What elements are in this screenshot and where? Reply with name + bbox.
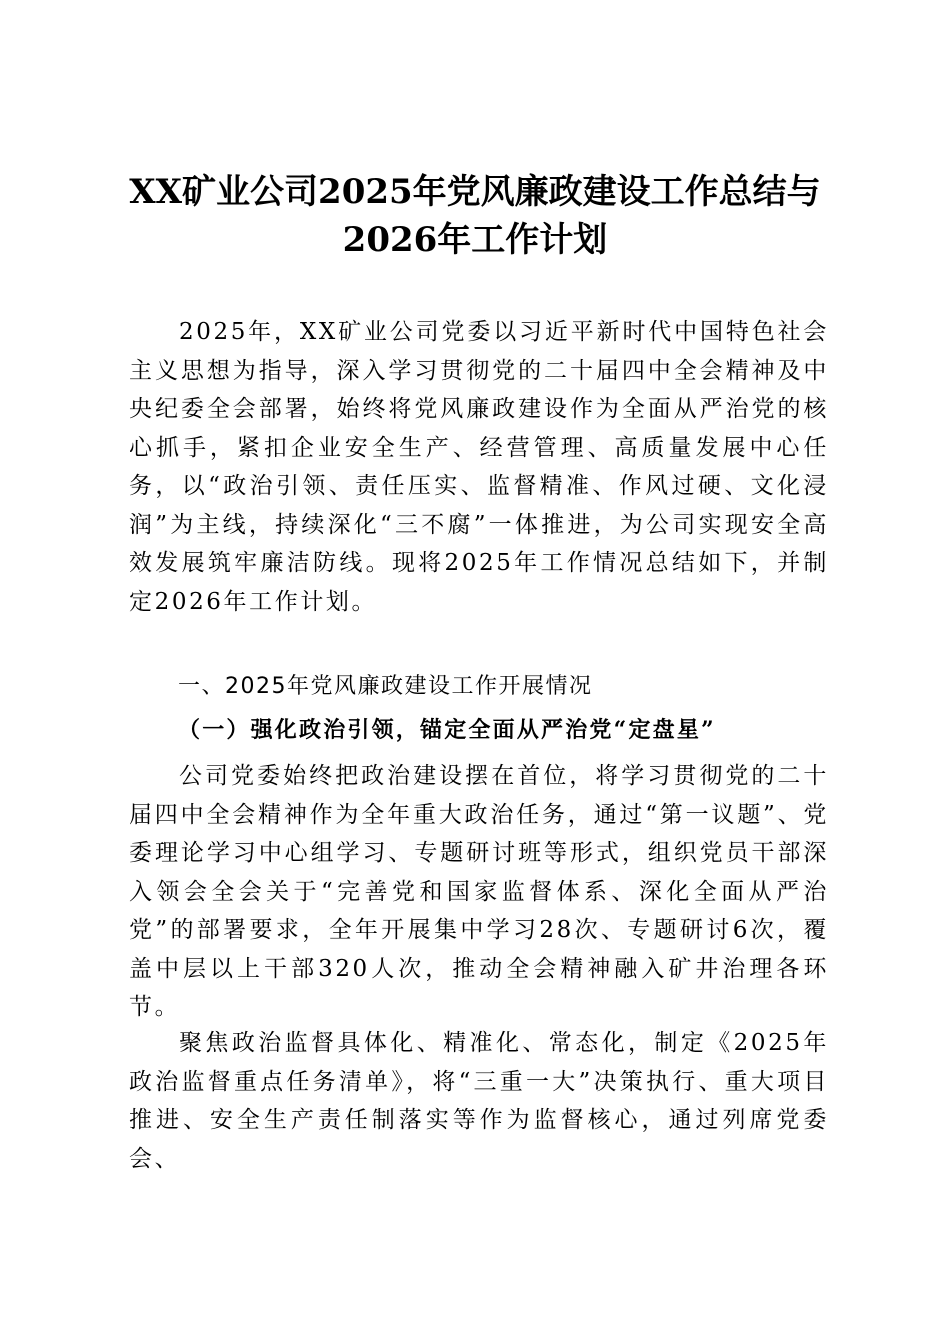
title-line-1: XX矿业公司2025年党风廉政建设工作总结与 <box>129 172 821 212</box>
subsection-heading-1: （一）强化政治引领，锚定全面从严治党“定盘星” <box>178 717 716 743</box>
title-line-2: 2026年工作计划 <box>342 220 608 260</box>
section1-paragraph-2: 聚焦政治监督具体化、精准化、常态化，制定《2025年政治监督重点任务清单》，将“三重一大”决策执行、重大项目推进、安全生产责任制落实等作为监督核心，通过列席党委会、 <box>129 1030 829 1172</box>
section-heading-1: 一、2025年党风廉政建设工作开展情况 <box>178 674 593 699</box>
intro-paragraph: 2025年，XX矿业公司党委以习近平新时代中国特色社会主义思想为指导，深入学习贯彻党的二十届四中全会精神及中央纪委全会部署，始终将党风廉政建设作为全面从严治党的核心抓手，紧扣企业安全生产、经营管理、高质量发展中心任务，以“政治引领、责任压实、监督精准、作风过硬、文化浸润”为主线，持续深化“三不腐”一体推进，为公司实现安全高效发展筑牢廉洁防线。现将2025年工作情况总结如下，并制定2026年工作计划。 <box>129 319 829 615</box>
section1-paragraph-1: 公司党委始终把政治建设摆在首位，将学习贯彻党的二十届四中全会精神作为全年重大政治任务，通过“第一议题”、党委理论学习中心组学习、专题研讨班等形式，组织党员干部深入领会全会关于“完善党和国家监督体系、深化全面从严治党”的部署要求，全年开展集中学习28次、专题研讨6次，覆盖中层以上干部320人次，推动全会精神融入矿井治理各环节。 <box>129 763 829 1020</box>
document-title <box>100 168 850 264</box>
